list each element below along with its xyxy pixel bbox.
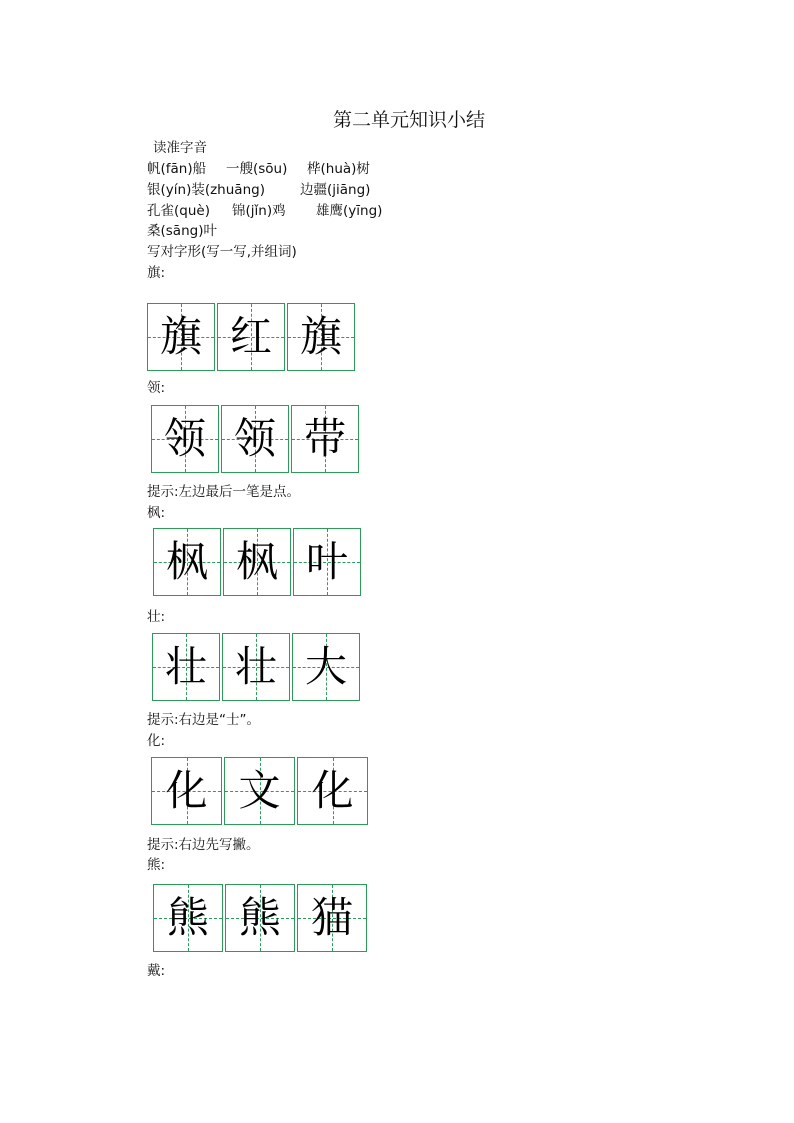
grid-cell: [293, 528, 361, 596]
writing-grid: [153, 528, 363, 596]
grid-char: 化: [165, 766, 208, 815]
writing-grid: [151, 757, 370, 825]
section-heading-writing: 写对字形(写一写,并组词): [147, 244, 297, 260]
char-label: 化:: [147, 733, 166, 749]
grid-char: 旗: [299, 312, 342, 361]
hint-text: 提示:右边是“士”。: [147, 712, 261, 728]
pinyin-word: 一艘(sōu): [226, 161, 288, 177]
grid-char: 文: [238, 766, 281, 815]
writing-grid: [153, 884, 369, 952]
grid-cell: [297, 884, 367, 952]
grid-char: 叶: [305, 537, 348, 586]
grid-cell: [292, 633, 360, 701]
pinyin-word: 雄鹰(yīng): [316, 203, 383, 219]
grid-cell: [224, 757, 295, 825]
char-label: 戴:: [147, 963, 166, 979]
grid-char: 大: [304, 642, 347, 691]
grid-char: 壮: [164, 642, 207, 691]
grid-char: 带: [303, 414, 346, 463]
hint-text: 提示:左边最后一笔是点。: [147, 484, 301, 500]
writing-grid: [151, 405, 361, 473]
char-label: 枫:: [147, 505, 166, 521]
section-heading-pronunciation: 读准字音: [153, 140, 207, 156]
grid-cell: [225, 884, 295, 952]
grid-cell: [151, 757, 222, 825]
grid-cell: [297, 757, 368, 825]
writing-grid: [152, 633, 362, 701]
pinyin-word: 帆(fān)船: [147, 161, 207, 177]
pinyin-word: 孔雀(què): [147, 203, 210, 219]
pinyin-word: 桑(sāng)叶: [147, 223, 217, 239]
grid-char: 红: [229, 312, 272, 361]
char-label: 壮:: [147, 609, 166, 625]
pinyin-word: 边疆(jiāng): [300, 182, 371, 198]
char-label: 旗:: [147, 265, 166, 281]
grid-char: 枫: [235, 537, 278, 586]
grid-char: 化: [311, 766, 354, 815]
pinyin-word: 桦(huà)树: [307, 161, 370, 177]
grid-cell: [291, 405, 359, 473]
grid-cell: [221, 405, 289, 473]
grid-cell: [287, 303, 355, 371]
grid-char: 枫: [165, 537, 208, 586]
writing-grid: [147, 303, 357, 371]
grid-cell: [152, 633, 220, 701]
pinyin-word: 锦(jǐn)鸡: [232, 203, 286, 219]
grid-cell: [153, 884, 223, 952]
grid-cell: [217, 303, 285, 371]
char-label: 领:: [147, 380, 166, 396]
hint-text: 提示:右边先写撇。: [147, 837, 260, 853]
grid-cell: [151, 405, 219, 473]
grid-cell: [147, 303, 215, 371]
grid-char: 壮: [234, 642, 277, 691]
grid-char: 旗: [159, 312, 202, 361]
grid-cell: [222, 633, 290, 701]
pinyin-word: 银(yín)装(zhuāng): [147, 182, 265, 198]
page-title: 第二单元知识小结: [333, 109, 486, 131]
grid-char: 领: [163, 414, 206, 463]
grid-char: 熊: [166, 893, 209, 942]
grid-cell: [223, 528, 291, 596]
grid-cell: [153, 528, 221, 596]
grid-char: 熊: [238, 893, 281, 942]
grid-char: 猫: [310, 893, 353, 942]
grid-char: 领: [233, 414, 276, 463]
char-label: 熊:: [147, 857, 166, 873]
